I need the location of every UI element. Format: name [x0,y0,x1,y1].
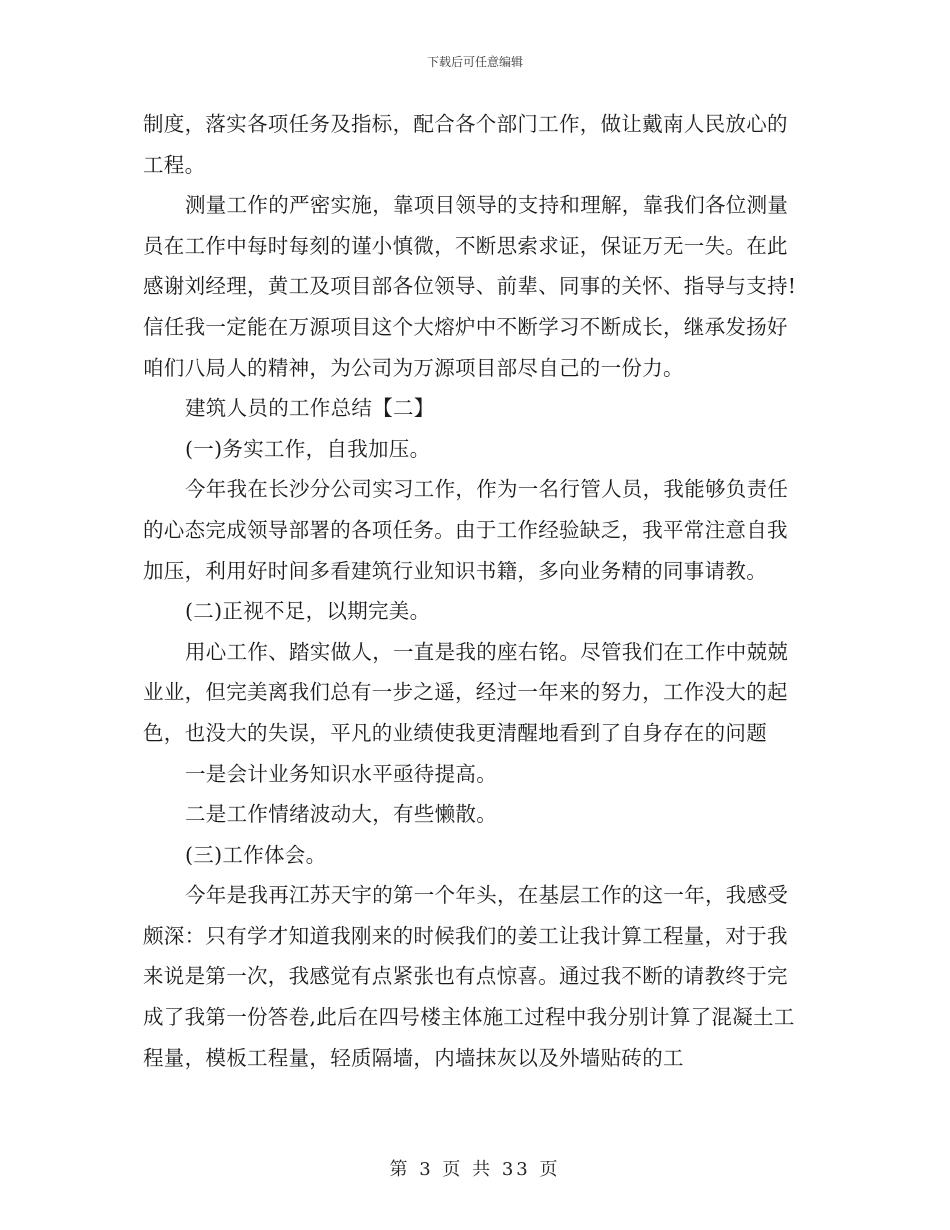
list-item: 一是会计业务知识水平亟待提高。 [185,761,497,786]
page-number-footer: 第 3 页 共 33 页 [389,1159,561,1180]
paragraph: 今年是我再江苏天宇的第一个年头，在基层工作的这一年，我感受颇深：只有学才知道我刚来的时候我们的姜工让我计算工程量，对于我来说是第一次，我感觉有点紧张也有点惊喜。通过我不断的请教终于完成了我第一份答卷,此后在四号楼主体施工过程中我分别计算了混凝土工程量，模板工程量，轻质隔墙，内墙抹灰以及外墙贴砖的工 [143,883,795,1070]
list-item: 二是工作情绪波动大，有些懒散。 [185,802,497,827]
paragraph: 测量工作的严密实施，靠项目领导的支持和理解，靠我们各位测量员在工作中每时每刻的谨小慎微，不断思索求证，保证万无一失。在此感谢刘经理，黄工及项目部各位领导、前辈、同事的关怀、指导与支持!信任我一定能在万源项目这个大熔炉中不断学习不断成长，继承发扬好咱们八局人的精神，为公司为万源项目部尽自己的一份力。 [143,193,797,380]
subsection-heading: (二)正视不足，以期完美。 [185,599,431,624]
paragraph: 用心工作、踏实做人，一直是我的座右铭。尽管我们在工作中兢兢业业，但完美离我们总有一步之遥，经过一年来的努力，工作没大的起色，也没大的失误，平凡的业绩使我更清醒地看到了自身存在的问题 [143,639,789,745]
section-heading: 建筑人员的工作总结【二】 [185,396,435,421]
subsection-heading: (一)务实工作，自我加压。 [185,436,431,461]
paragraph: 制度，落实各项任务及指标，配合各个部门工作，做让戴南人民放心的工程。 [143,112,788,177]
document-body [143,104,807,1078]
paragraph: 今年我在长沙分公司实习工作，作为一名行管人员，我能够负责任的心态完成领导部署的各项任务。由于工作经验缺乏，我平常注意自我加压，利用好时间多看建筑行业知识书籍，多向业务精的同事请教。 [143,477,789,583]
subsection-heading: (三)工作体会。 [185,842,327,867]
page-header: 下载后可任意编辑 [426,55,523,69]
